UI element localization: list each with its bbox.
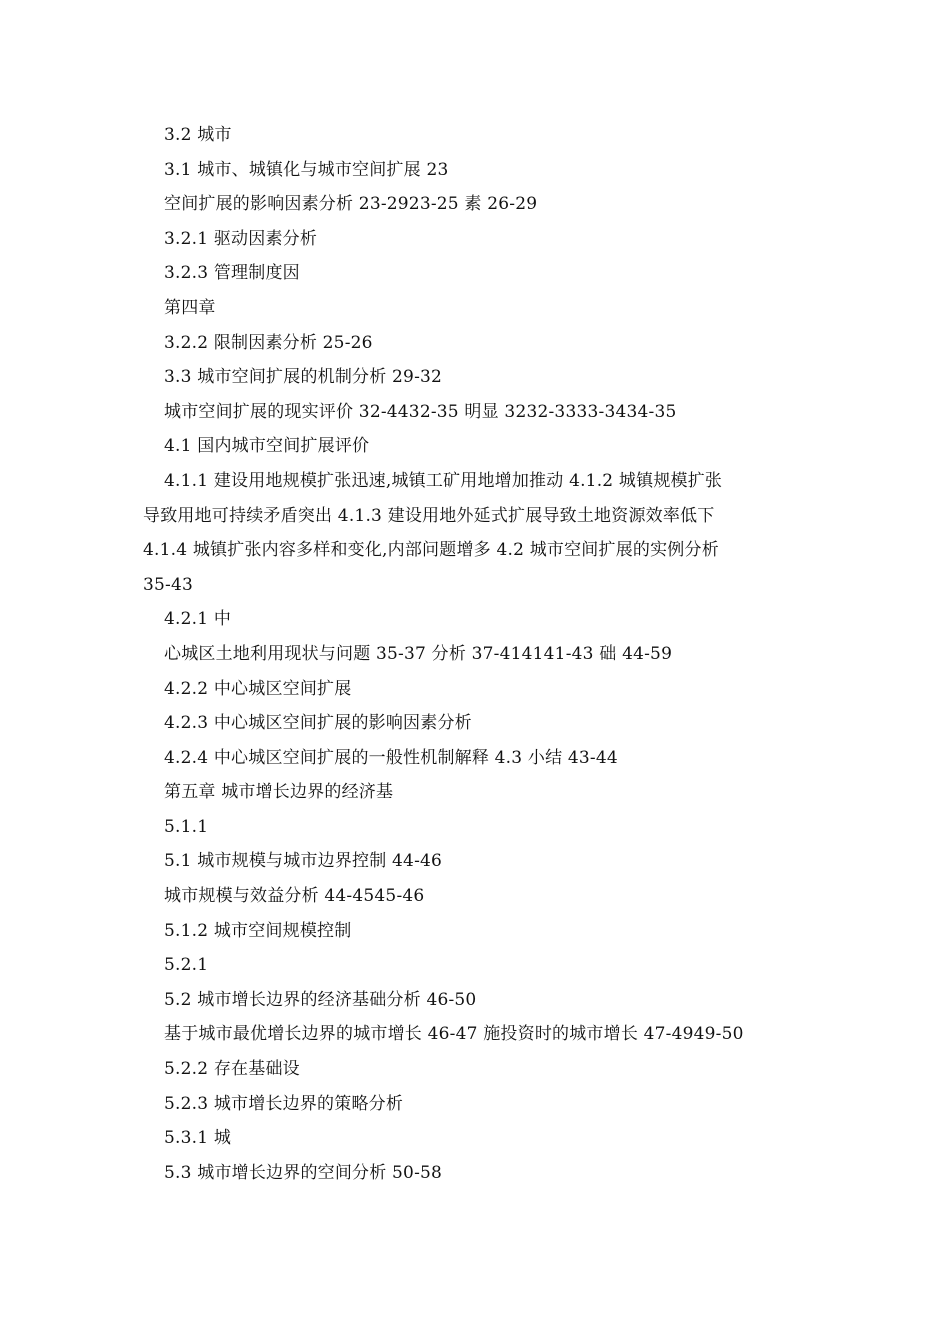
toc-line: 城市规模与效益分析 44-4545-46	[164, 886, 425, 907]
toc-line: 导致用地可持续矛盾突出 4.1.3 建设用地外延式扩展导致土地资源效率低下	[143, 505, 715, 526]
toc-line: 3.2.2 限制因素分析 25-26	[164, 332, 373, 353]
toc-line: 4.1 国内城市空间扩展评价	[164, 436, 370, 457]
toc-line: 城市空间扩展的现实评价 32-4432-35 明显 3232-3333-3434-35	[164, 401, 677, 422]
toc-line: 3.1 城市、城镇化与城市空间扩展 23	[164, 159, 449, 180]
toc-line: 4.2.1 中	[164, 609, 232, 630]
toc-line: 5.2.3 城市增长边界的策略分析	[164, 1093, 404, 1114]
toc-line: 5.1 城市规模与城市边界控制 44-46	[164, 851, 443, 872]
toc-line: 5.3 城市增长边界的空间分析 50-58	[164, 1162, 443, 1183]
toc-line: 35-43	[143, 574, 194, 595]
toc-line: 3.2 城市	[164, 125, 232, 145]
toc-line: 空间扩展的影响因素分析 23-2923-25 素 26-29	[164, 194, 538, 215]
toc-line: 4.2.4 中心城区空间扩展的一般性机制解释 4.3 小结 43-44	[164, 747, 618, 768]
toc-line: 第四章	[164, 297, 216, 318]
toc-line: 基于城市最优增长边界的城市增长 46-47 施投资时的城市增长 47-4949-50	[164, 1024, 744, 1045]
toc-line: 3.2.1 驱动因素分析	[164, 228, 318, 249]
toc-line: 4.2.3 中心城区空间扩展的影响因素分析	[164, 713, 472, 734]
toc-line: 4.1.4 城镇扩张内容多样和变化,内部问题增多 4.2 城市空间扩展的实例分析	[143, 540, 719, 561]
toc-line: 4.1.1 建设用地规模扩张迅速,城镇工矿用地增加推动 4.1.2 城镇规模扩张	[164, 470, 723, 491]
toc-line: 5.3.1 城	[164, 1128, 232, 1149]
toc-line: 5.1.2 城市空间规模控制	[164, 920, 352, 941]
toc-line: 心城区土地利用现状与问题 35-37 分析 37-414141-43 础 44-59	[164, 643, 673, 664]
toc-line: 5.2 城市增长边界的经济基础分析 46-50	[164, 989, 477, 1010]
toc-line: 5.2.2 存在基础设	[164, 1059, 300, 1080]
toc-line: 5.2.1	[164, 955, 209, 976]
toc-line: 3.2.3 管理制度因	[164, 263, 300, 284]
toc-line: 5.1.1	[164, 816, 209, 837]
toc-line: 3.3 城市空间扩展的机制分析 29-32	[164, 367, 443, 388]
toc-line: 第五章 城市增长边界的经济基	[164, 782, 394, 803]
toc-content	[143, 118, 803, 1190]
toc-line: 4.2.2 中心城区空间扩展	[164, 678, 352, 699]
